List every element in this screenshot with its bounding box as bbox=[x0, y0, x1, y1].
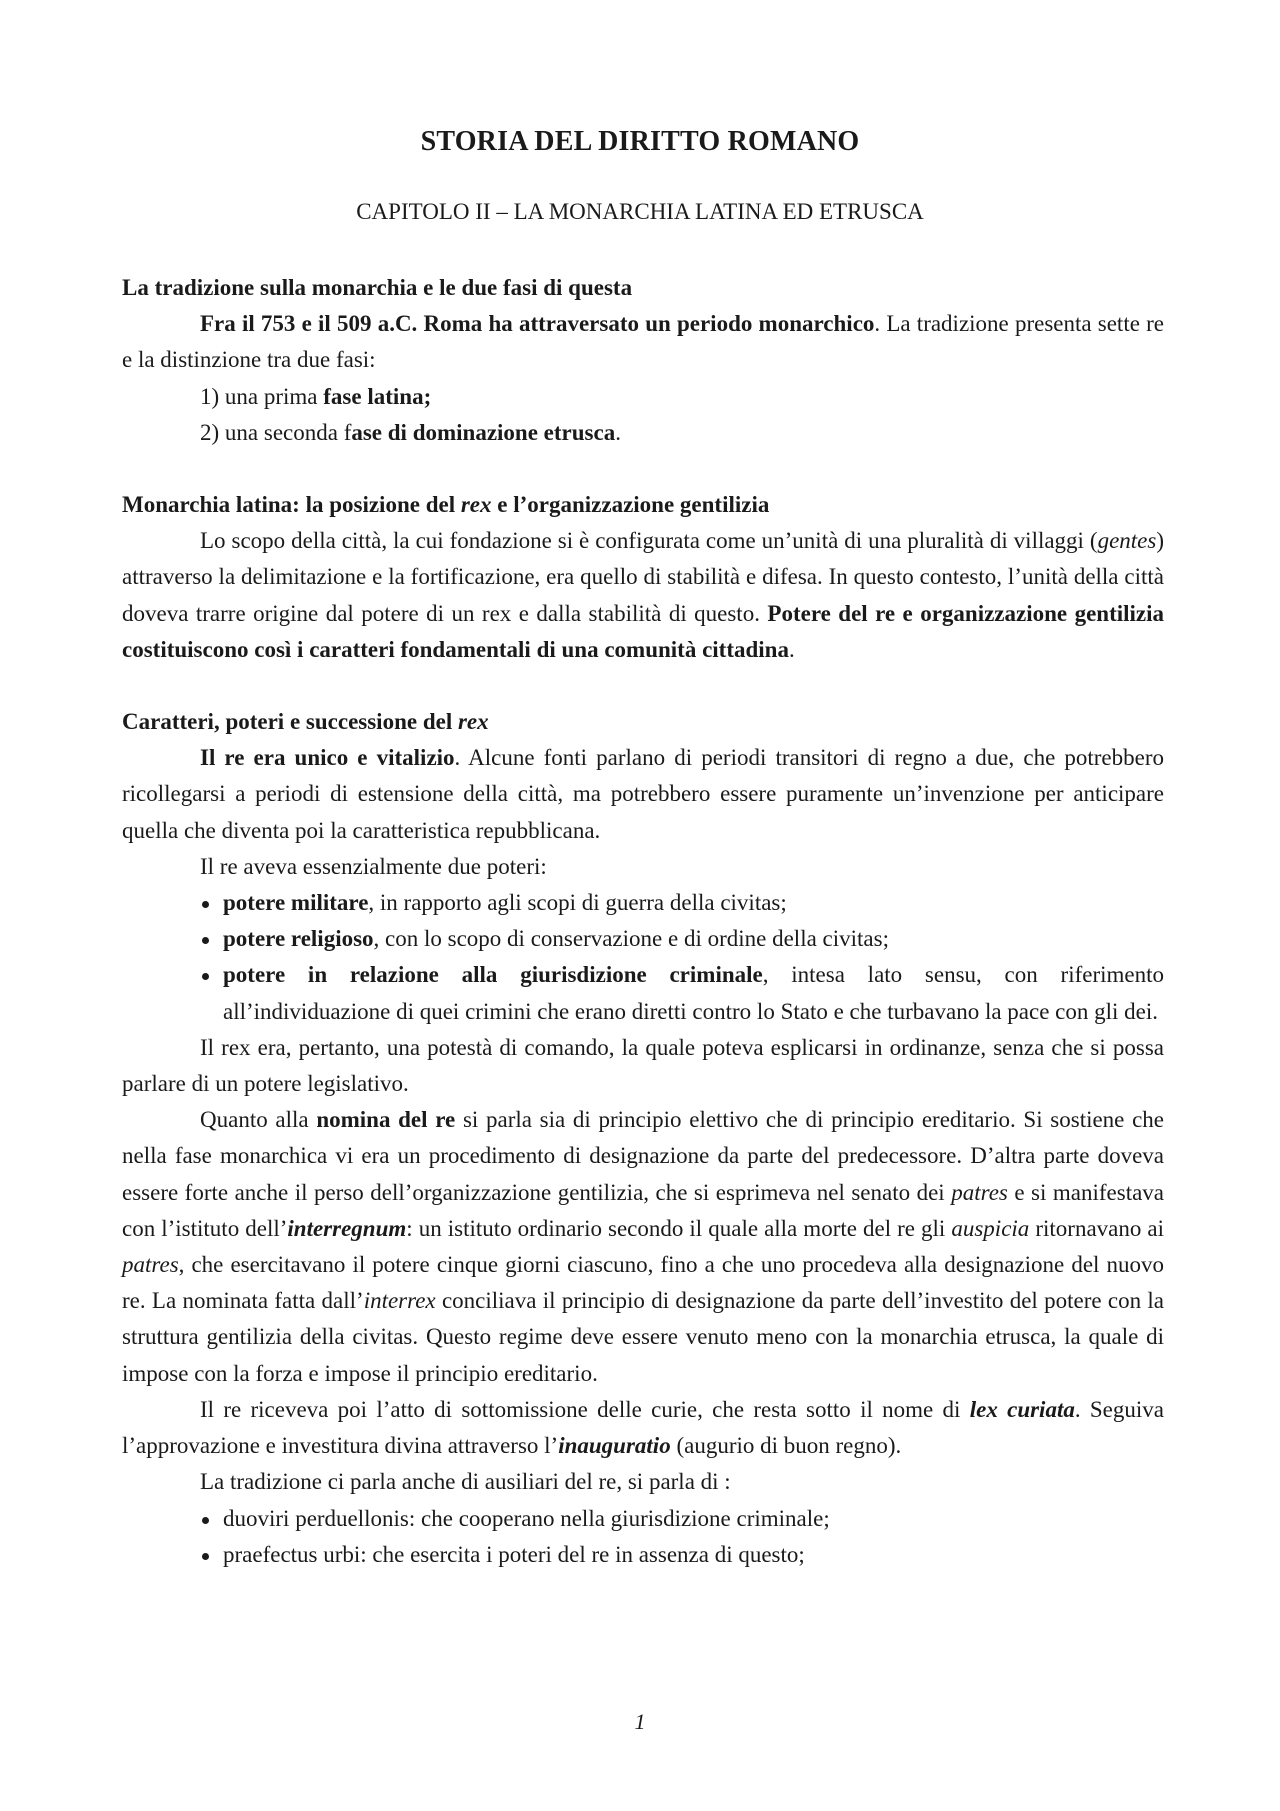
document-title: STORIA DEL DIRITTO ROMANO bbox=[420, 126, 860, 157]
section-heading-monarchia-latina: Monarchia latina: la posizione del rex e l’organizzazione gentilizia bbox=[122, 492, 770, 518]
paragraph: Quanto alla nomina del re si parla sia di principio elettivo che di principio ereditario. Si sostiene che nella fase monarchica vi era un procedimento di designazione da parte del predecessore. D’altra parte doveva essere forte anche il perso dell’organizzazione gentilizia, che si esprimeva nel senato dei patres e si manifestava con l’istituto dell’interregnum: un istituto ordinario secondo il quale alla morte del re gli auspicia ritornavano ai patres, che esercitavano il potere cinque giorni ciascuno, fino a che uno procedeva alla designazione del nuovo re. La nominata fatta dall’interrex conciliava il principio di designazione da parte dell’investito del potere con la struttura gentilizia della civitas. Questo regime deve essere venuto meno con la monarchia etrusca, la quale di impose con la forza e impose il principio ereditario. bbox=[122, 1107, 1165, 1386]
numbered-item-1: 1) una prima fase latina; bbox=[200, 383, 432, 409]
paragraph: Il re riceveva poi l’atto di sottomissione delle curie, che resta sotto il nome di lex curiata. Seguiva l’approvazione e investitura divina attraverso l’inauguratio (augurio di buon regno). bbox=[122, 1396, 1164, 1459]
paragraph: Fra il 753 e il 509 a.C. Roma ha attraversato un periodo monarchico. La tradizione presenta sette re e la distinzione tra due fasi: bbox=[122, 311, 1164, 373]
paragraph: Lo scopo della città, la cui fondazione si è configurata come un’unità di una pluralità di villaggi (gentes) attraverso la delimitazione e la fortificazione, era quello di stabilità e difesa. In questo contesto, l’unità della città doveva trarre origine dal potere di un rex e dalla stabilità di questo. Potere del re e organizzazione gentilizia costituiscono così i caratteri fondamentali di una comunità cittadina. bbox=[122, 528, 1164, 662]
list-item: potere religioso, con lo scopo di conservazione e di ordine della civitas; bbox=[200, 921, 1164, 957]
list-item: praefectus urbi: che esercita i poteri del re in assenza di questo; bbox=[200, 1537, 1164, 1573]
document-body bbox=[122, 270, 1164, 1573]
list-item: potere militare, in rapporto agli scopi di guerra della civitas; bbox=[200, 885, 1164, 921]
list-item: duoviri perduellonis: che cooperano nella giurisdizione criminale; bbox=[200, 1501, 1164, 1537]
chapter-title: CAPITOLO II – LA MONARCHIA LATINA ED ETRUSCA bbox=[356, 199, 924, 224]
paragraph: Il re era unico e vitalizio. Alcune fonti parlano di periodi transitori di regno a due, che potrebbero ricollegarsi a periodi di estensione della città, ma potrebbero essere puramente un’invenzione per anticipare quella che diventa poi la caratteristica repubblicana. bbox=[122, 745, 1164, 843]
paragraph: Il rex era, pertanto, una potestà di comando, la quale poteva esplicarsi in ordinanze, senza che si possa parlare di un potere legislativo. bbox=[122, 1034, 1164, 1097]
numbered-item-2: 2) una seconda fase di dominazione etrusca. bbox=[200, 419, 621, 445]
paragraph: La tradizione ci parla anche di ausiliari del re, si parla di : bbox=[200, 1469, 731, 1495]
page-number: 1 bbox=[634, 1709, 646, 1734]
auxiliaries-list bbox=[122, 1501, 1164, 1573]
section-heading-caratteri-poteri: Caratteri, poteri e successione del rex bbox=[122, 709, 489, 735]
list-item: potere in relazione alla giurisdizione criminale, intesa lato sensu, con riferimento all’individuazione di quei crimini che erano diretti contro lo Stato e che turbavano la pace con gli dei. bbox=[200, 957, 1164, 1029]
powers-list bbox=[122, 885, 1164, 1030]
section-heading-tradizione: La tradizione sulla monarchia e le due fasi di questa bbox=[122, 275, 633, 300]
paragraph: Il re aveva essenzialmente due poteri: bbox=[200, 853, 547, 879]
